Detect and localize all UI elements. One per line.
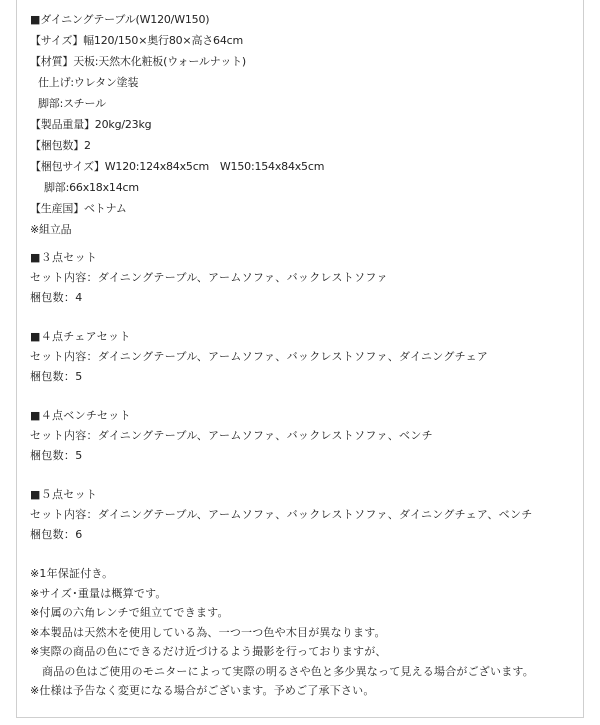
set-package-count: 梱包数：5 bbox=[30, 449, 83, 462]
spec-assembly: ※組立品 bbox=[30, 223, 72, 236]
spec-legs: 脚部:スチール bbox=[38, 97, 106, 110]
set-title: ■４点ベンチセット bbox=[30, 409, 131, 422]
set-title: ■３点セット bbox=[30, 251, 98, 264]
notes-section bbox=[30, 564, 578, 701]
set-title: ■４点チェアセット bbox=[30, 330, 131, 343]
spec-package-count: 【梱包数】2 bbox=[30, 139, 91, 152]
set-contents: セット内容：ダイニングテーブル、アームソファ、バックレストソファ、ダイニングチェア bbox=[30, 350, 489, 363]
note-color-photo: ※実際の商品の色にできるだけ近づけるよう撮影を行っておりますが、 bbox=[30, 645, 387, 658]
set-block bbox=[30, 248, 578, 308]
note-natural-wood: ※本製品は天然木を使用している為、一つ一つ色や木目が異なります。 bbox=[30, 625, 386, 639]
note-size-weight: ※サイズ･重量は概算です。 bbox=[30, 586, 167, 600]
spec-package-size: 【梱包サイズ】W120:124x84x5cm W150:154x84x5cm bbox=[30, 160, 325, 173]
spec-weight: 【製品重量】20kg/23kg bbox=[30, 118, 152, 131]
set-block bbox=[30, 485, 578, 545]
set-package-count: 梱包数：4 bbox=[30, 291, 83, 304]
note-spec-change: ※仕様は予告なく変更になる場合がございます。予めご了承下さい。 bbox=[30, 684, 375, 697]
set-title: ■５点セット bbox=[30, 488, 98, 501]
set-block bbox=[30, 406, 578, 466]
spec-material: 【材質】天板:天然木化粧板(ウォールナット) bbox=[30, 55, 247, 68]
set-contents: セット内容：ダイニングテーブル、アームソファ、バックレストソファ、ダイニングチェア、ベンチ bbox=[30, 508, 533, 521]
note-warranty: ※1年保証付き。 bbox=[30, 567, 114, 580]
note-hex-wrench: ※付属の六角レンチで組立てできます。 bbox=[30, 606, 229, 619]
spec-heading: ■ダイニングテーブル(W120/W150) bbox=[30, 13, 210, 26]
note-color-monitor: 商品の色はご使用のモニターによって実際の明るさや色と多少異なって見える場合がございます。 bbox=[42, 664, 534, 678]
spec-origin: 【生産国】ベトナム bbox=[30, 202, 127, 215]
spec-section bbox=[30, 9, 578, 240]
spec-finish: 仕上げ:ウレタン塗装 bbox=[38, 76, 139, 89]
spec-package-size-legs: 脚部:66x18x14cm bbox=[44, 181, 139, 194]
set-package-count: 梱包数：5 bbox=[30, 370, 83, 383]
set-block bbox=[30, 327, 578, 387]
product-spec-sheet bbox=[30, 9, 578, 701]
set-package-count: 梱包数：6 bbox=[30, 528, 83, 541]
spec-size: 【サイズ】幅120/150×奥行80×高さ64cm bbox=[30, 34, 244, 47]
set-contents: セット内容：ダイニングテーブル、アームソファ、バックレストソファ bbox=[30, 271, 388, 284]
set-contents: セット内容：ダイニングテーブル、アームソファ、バックレストソファ、ベンチ bbox=[30, 429, 433, 442]
